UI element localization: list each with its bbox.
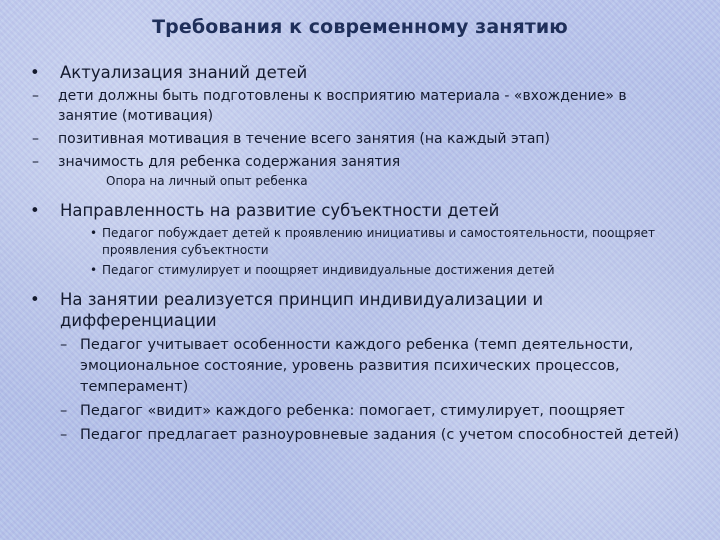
list-item [30,262,690,279]
dash-bullet: – [32,131,39,147]
bullet: • [30,201,40,220]
bullet: • [90,263,98,277]
list-item-note: Опора на личный опыт ребенка [106,174,308,188]
dash-bullet: – [60,337,68,353]
bullet: • [30,290,40,309]
list-item-text: значимость для ребенка содержания занятия [58,154,401,170]
list-item [60,401,690,422]
bullet: • [30,63,40,82]
list-item [60,425,690,446]
list-item [30,86,690,126]
list-item [30,129,690,149]
list-item [60,335,690,398]
list-item [30,152,690,172]
bullet-list [30,62,690,446]
slide-content [30,56,690,446]
list-item-text: Педагог побуждает детей к проявлению инициативы и самостоятельности, поощряет проявления субъектности [102,226,655,257]
list-item [30,200,690,221]
section-heading: Актуализация знаний детей [60,63,308,82]
section-heading: На занятии реализуется принцип индивидуализации и дифференциации [60,290,544,330]
list-item [30,225,690,259]
bullet: • [90,226,98,240]
dash-bullet: – [32,154,39,170]
dash-bullet: – [32,88,39,104]
list-item [30,62,690,83]
slide-title: Требования к современному занятию [152,16,568,38]
list-item-text: Педагог «видит» каждого ребенка: помогает, стимулирует, поощряет [80,403,625,419]
dash-bullet: – [60,427,68,443]
list-item-text: Педагог стимулирует и поощряет индивидуальные достижения детей [102,263,555,277]
section-heading: Направленность на развитие субъектности детей [60,201,500,220]
list-item-text: позитивная мотивация в течение всего занятия (на каждый этап) [58,131,551,147]
dash-bullet: – [60,403,68,419]
list-item-text: дети должны быть подготовлены к восприятию материала - «вхождение» в занятие (мотивация) [58,88,627,124]
list-item [30,289,690,331]
list-item-text: Педагог учитывает особенности каждого ребенка (темп деятельности, эмоциональное состояние, уровень развития психических процессов, темперамент) [80,337,634,395]
list-item-text: Педагог предлагает разноуровневые задания (с учетом способностей детей) [80,427,680,443]
